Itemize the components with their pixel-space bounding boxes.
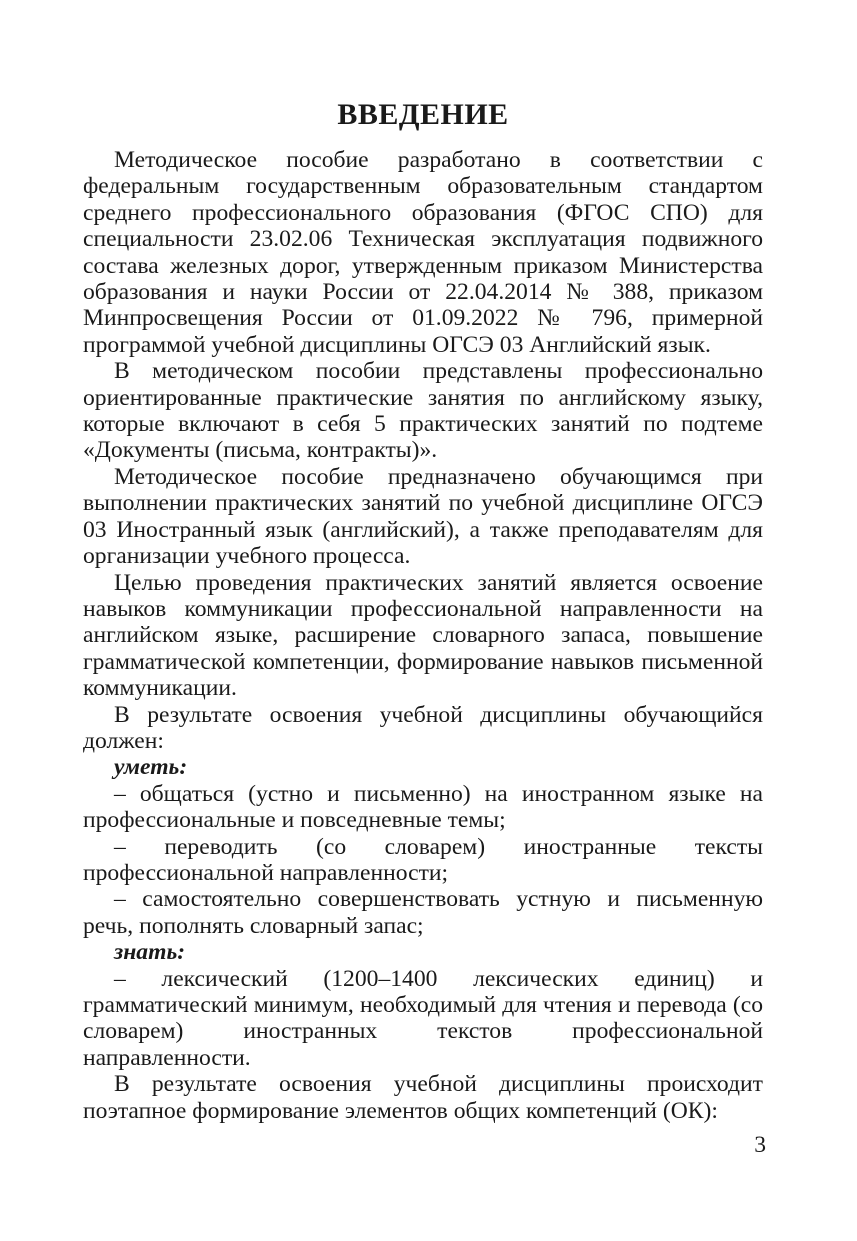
page-title: ВВЕДЕНИЕ <box>337 98 509 131</box>
knowledge-item: – лексический (1200–1400 лексических единиц) и грамматический минимум, необходимый для чтения и перевода (со словарем) иностранных текстов профессиональной направленности. <box>83 965 763 1071</box>
knowledge-label: знать: <box>114 939 186 966</box>
page-content <box>83 95 763 1124</box>
paragraph-contents: В методическом пособии представлены профессионально ориентированные практические занятия по английскому языку, которые включают в себя 5 практических занятий по подтеме «Документы (письма, контракты)». <box>83 358 763 464</box>
paragraph-intro: Методическое пособие разработано в соответствии с федеральным государственным образовательным стандартом среднего профессионального образования (ФГОС СПО) для специальности 23.02.06 Техническая эксплуатация подвижного состава железных дорог, утвержденным приказом Министерства образования и науки России от 22.04.2014 № 388, приказом Минпросвещения России от 01.09.2022 № 796, примерной программой учебной дисциплины ОГСЭ 03 Английский язык. <box>83 147 763 358</box>
skills-label: уметь: <box>114 754 188 781</box>
page-number: 3 <box>754 1132 766 1158</box>
paragraph-goal: Целью проведения практических занятий является освоение навыков коммуникации профессиональной направленности на английском языке, расширение словарного запаса, повышение грамматической компетенции, формирование навыков письменной коммуникации. <box>83 569 763 702</box>
skill-item: – общаться (устно и письменно) на иностранном языке на профессиональные и повседневные темы; <box>83 780 763 834</box>
paragraph-audience: Методическое пособие предназначено обучающимся при выполнении практических занятий по учебной дисциплине ОГСЭ 03 Иностранный язык (английский), а также преподавателям для организации учебного процесса. <box>83 463 763 570</box>
paragraph-outcome: В результате освоения учебной дисциплины обучающийся должен: <box>83 701 763 754</box>
paragraph-closing: В результате освоения учебной дисциплины происходит поэтапное формирование элементов общих компетенций (ОК): <box>83 1071 763 1124</box>
skill-item: – переводить (со словарем) иностранные тексты профессиональной направленности; <box>83 833 763 886</box>
skill-item: – самостоятельно совершенствовать устную и письменную речь, пополнять словарный запас; <box>83 886 763 939</box>
